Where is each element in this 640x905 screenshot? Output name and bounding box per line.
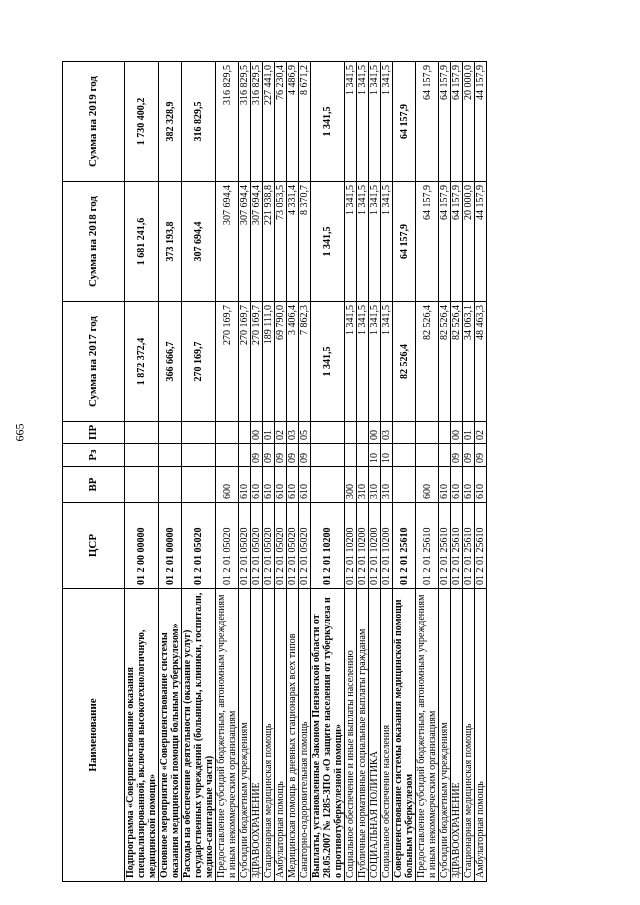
cell-csr: 01 2 01 05020 [182,503,216,589]
cell-name: Стационарная медицинская помощь [263,589,275,882]
cell-sum-2019: 316 829,5 [251,62,263,182]
table-body [125,62,487,882]
cell-rz [182,444,216,467]
cell-sum-2019: 1 341,5 [311,62,345,182]
cell-rz [239,444,251,467]
cell-pr: 05 [299,422,311,444]
cell-pr [125,422,159,444]
cell-rz: 09 [251,444,263,467]
cell-pr: 03 [381,422,393,444]
cell-sum-2018: 73 053,5 [275,182,287,302]
cell-vr: 610 [287,467,299,503]
table-row [275,62,287,882]
cell-sum-2018: 20 000,0 [463,182,475,302]
cell-pr: 01 [463,422,475,444]
budget-table-container [62,62,564,882]
cell-vr: 310 [369,467,381,503]
header-pr: ПР [63,422,125,444]
cell-sum-2019: 64 157,9 [451,62,463,182]
cell-pr [182,422,216,444]
cell-vr: 600 [216,467,239,503]
cell-sum-2019: 64 157,9 [393,62,416,182]
cell-sum-2018: 221 938,8 [263,182,275,302]
table-row [159,62,182,882]
cell-sum-2017: 82 526,4 [416,302,439,422]
cell-rz [125,444,159,467]
cell-sum-2017: 270 169,7 [216,302,239,422]
cell-sum-2017: 1 341,5 [369,302,381,422]
cell-pr: 02 [475,422,487,444]
cell-name: Основное мероприятие «Совершенствование системы оказания медицинской помощи больным туберкулезом» [159,589,182,882]
table-row [125,62,159,882]
cell-sum-2017: 7 862,3 [299,302,311,422]
cell-vr [393,467,416,503]
page-number: 665 [12,423,27,442]
cell-name: Амбулаторная помощь [475,589,487,882]
cell-vr: 600 [416,467,439,503]
cell-sum-2017: 1 872 372,4 [125,302,159,422]
cell-name: Амбулаторная помощь [275,589,287,882]
cell-csr: 01 2 01 05020 [287,503,299,589]
cell-rz [416,444,439,467]
cell-vr: 610 [463,467,475,503]
cell-sum-2017: 189 111,0 [263,302,275,422]
cell-csr: 01 2 01 05020 [216,503,239,589]
cell-sum-2017: 34 063,1 [463,302,475,422]
cell-rz: 09 [299,444,311,467]
cell-rz [345,444,357,467]
cell-pr: 00 [251,422,263,444]
cell-name: Предоставление субсидий бюджетным, автономным учреждениям и иным некоммерческим организациям [416,589,439,882]
cell-rz: 10 [381,444,393,467]
header-rz: Рз [63,444,125,467]
cell-sum-2018: 8 370,7 [299,182,311,302]
cell-vr: 610 [475,467,487,503]
cell-name: Медицинская помощь в дневных стационарах всех типов [287,589,299,882]
cell-rz: 09 [451,444,463,467]
cell-name: Совершенствование системы оказания медицинской помощи больным туберкулезом [393,589,416,882]
table-row [451,62,463,882]
cell-sum-2018: 44 157,9 [475,182,487,302]
cell-csr: 01 2 01 05020 [239,503,251,589]
cell-sum-2017: 3 406,4 [287,302,299,422]
table-row [345,62,357,882]
cell-sum-2017: 82 526,4 [451,302,463,422]
cell-sum-2018: 373 193,8 [159,182,182,302]
cell-pr: 02 [275,422,287,444]
cell-sum-2018: 1 341,5 [311,182,345,302]
header-sum-2017: Сумма на 2017 год [63,302,125,422]
cell-sum-2019: 316 829,5 [216,62,239,182]
cell-pr [416,422,439,444]
cell-sum-2018: 307 694,4 [251,182,263,302]
cell-name: ЗДРАВООХРАНЕНИЕ [251,589,263,882]
cell-rz: 09 [263,444,275,467]
cell-rz [159,444,182,467]
table-row [439,62,451,882]
header-sum-2019: Сумма на 2019 год [63,62,125,182]
cell-sum-2019: 64 157,9 [416,62,439,182]
cell-vr: 610 [251,467,263,503]
cell-rz [393,444,416,467]
cell-csr: 01 2 01 05020 [263,503,275,589]
cell-sum-2019: 8 671,2 [299,62,311,182]
cell-rz: 09 [275,444,287,467]
cell-name: Выплаты, установленные Законом Пензенской области от 28.05.2007 № 1285-ЗПО «О защите населения от туберкулеза и о противотуберкулезной помощи» [311,589,345,882]
table-row [357,62,369,882]
cell-sum-2019: 1 341,5 [357,62,369,182]
cell-sum-2018: 64 157,9 [451,182,463,302]
cell-pr [239,422,251,444]
cell-sum-2018: 1 341,5 [357,182,369,302]
cell-vr: 610 [275,467,287,503]
cell-sum-2017: 1 341,5 [357,302,369,422]
cell-pr [393,422,416,444]
cell-sum-2018: 64 157,9 [416,182,439,302]
cell-sum-2018: 64 157,9 [439,182,451,302]
cell-csr: 01 2 01 25610 [451,503,463,589]
cell-sum-2017: 1 341,5 [381,302,393,422]
cell-pr: 03 [287,422,299,444]
table-row [239,62,251,882]
cell-sum-2017: 82 526,4 [393,302,416,422]
cell-sum-2019: 316 829,5 [239,62,251,182]
cell-sum-2017: 270 169,7 [251,302,263,422]
cell-name: Субсидии бюджетным учреждениям [439,589,451,882]
cell-sum-2017: 270 169,7 [239,302,251,422]
cell-vr: 310 [357,467,369,503]
cell-vr: 610 [263,467,275,503]
cell-vr: 310 [381,467,393,503]
cell-csr: 01 2 01 10200 [369,503,381,589]
cell-name: Санаторно-оздоровительная помощь [299,589,311,882]
cell-vr [125,467,159,503]
budget-table [62,61,487,882]
cell-csr: 01 2 01 10200 [357,503,369,589]
cell-pr [216,422,239,444]
cell-sum-2018: 1 681 241,6 [125,182,159,302]
cell-csr: 01 2 01 10200 [381,503,393,589]
table-row [416,62,439,882]
cell-sum-2017: 1 341,5 [311,302,345,422]
cell-rz [311,444,345,467]
cell-sum-2017: 82 526,4 [439,302,451,422]
table-row [299,62,311,882]
table-row [311,62,345,882]
cell-pr: 00 [369,422,381,444]
cell-csr: 01 2 01 25610 [416,503,439,589]
cell-name: Субсидии бюджетным учреждениям [239,589,251,882]
cell-sum-2017: 1 341,5 [345,302,357,422]
cell-csr: 01 2 01 00000 [159,503,182,589]
table-row [251,62,263,882]
cell-sum-2019: 382 328,9 [159,62,182,182]
cell-sum-2019: 1 341,5 [345,62,357,182]
cell-sum-2018: 307 694,4 [216,182,239,302]
cell-sum-2017: 270 169,7 [182,302,216,422]
cell-csr: 01 2 01 10200 [345,503,357,589]
cell-vr [159,467,182,503]
cell-csr: 01 2 01 05020 [275,503,287,589]
cell-name: Социальное обеспечение и иные выплаты населению [345,589,357,882]
cell-vr: 610 [439,467,451,503]
cell-sum-2017: 366 666,7 [159,302,182,422]
header-name: Наименование [63,589,125,882]
cell-sum-2018: 64 157,9 [393,182,416,302]
cell-csr: 01 2 01 25610 [439,503,451,589]
cell-sum-2018: 1 341,5 [369,182,381,302]
cell-csr: 01 2 01 05020 [299,503,311,589]
cell-sum-2017: 69 790,0 [275,302,287,422]
cell-vr: 610 [299,467,311,503]
cell-name: Расходы на обеспечение деятельности (оказание услуг) государственных учреждений (больницы, клиники, госпитали, медико-санитарные части) [182,589,216,882]
table-row [287,62,299,882]
cell-sum-2019: 44 157,9 [475,62,487,182]
cell-sum-2019: 316 829,5 [182,62,216,182]
cell-rz [439,444,451,467]
table-row [216,62,239,882]
cell-vr: 610 [451,467,463,503]
cell-rz: 09 [287,444,299,467]
cell-sum-2018: 4 331,4 [287,182,299,302]
cell-vr: 300 [345,467,357,503]
cell-rz: 09 [475,444,487,467]
cell-sum-2019: 1 341,5 [369,62,381,182]
cell-vr [182,467,216,503]
cell-vr: 610 [239,467,251,503]
cell-sum-2019: 1 341,5 [381,62,393,182]
cell-sum-2019: 64 157,9 [439,62,451,182]
cell-sum-2019: 227 441,0 [263,62,275,182]
cell-sum-2019: 20 000,0 [463,62,475,182]
cell-rz: 10 [369,444,381,467]
table-row [381,62,393,882]
table-header-row [63,62,125,882]
cell-pr: 01 [263,422,275,444]
table-row [263,62,275,882]
cell-csr: 01 2 01 25610 [463,503,475,589]
cell-csr: 01 2 00 00000 [125,503,159,589]
cell-pr [345,422,357,444]
table-row [475,62,487,882]
cell-vr [311,467,345,503]
cell-csr: 01 2 01 25610 [475,503,487,589]
cell-name: СОЦИАЛЬНАЯ ПОЛИТИКА [369,589,381,882]
cell-pr [159,422,182,444]
table-row [182,62,216,882]
cell-csr: 01 2 01 10200 [311,503,345,589]
cell-sum-2018: 1 341,5 [381,182,393,302]
cell-sum-2017: 48 463,3 [475,302,487,422]
cell-csr: 01 2 01 05020 [251,503,263,589]
table-row [369,62,381,882]
cell-sum-2018: 307 694,4 [239,182,251,302]
cell-name: Стационарная медицинская помощь [463,589,475,882]
cell-name: Предоставление субсидий бюджетным, автономным учреждениям и иным некоммерческим организациям [216,589,239,882]
cell-sum-2019: 1 730 400,2 [125,62,159,182]
cell-rz [357,444,369,467]
cell-pr [439,422,451,444]
cell-name: Социальное обеспечение населения [381,589,393,882]
cell-rz [216,444,239,467]
table-row [393,62,416,882]
header-sum-2018: Сумма на 2018 год [63,182,125,302]
cell-pr [357,422,369,444]
cell-name: ЗДРАВООХРАНЕНИЕ [451,589,463,882]
table-row [463,62,475,882]
header-vr: ВР [63,467,125,503]
header-csr: ЦСР [63,503,125,589]
cell-name: Подпрограмма «Совершенствование оказания специализированной, включая высокотехнологичную, медицинской помощи» [125,589,159,882]
cell-name: Публичные нормативные социальные выплаты гражданам [357,589,369,882]
cell-sum-2018: 307 694,4 [182,182,216,302]
cell-sum-2019: 4 486,9 [287,62,299,182]
cell-pr [311,422,345,444]
cell-rz: 09 [463,444,475,467]
cell-csr: 01 2 01 25610 [393,503,416,589]
cell-pr: 00 [451,422,463,444]
cell-sum-2018: 1 341,5 [345,182,357,302]
cell-sum-2019: 76 230,4 [275,62,287,182]
